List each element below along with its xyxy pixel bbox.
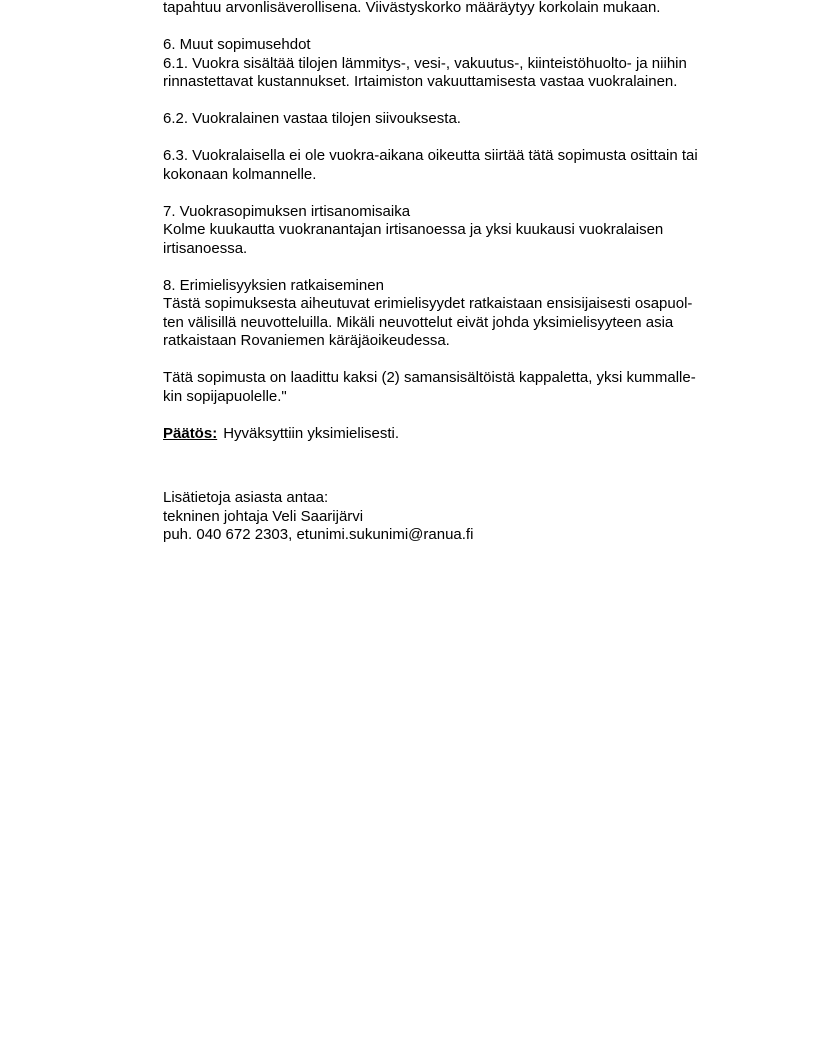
text-line: 6.3. Vuokralaisella ei ole vuokra-aikana oikeutta siirtää tätä sopimusta osittain tai xyxy=(163,147,698,164)
text-line: rinnastettavat kustannukset. Irtaimiston vakuuttamisesta vastaa vuokralainen. xyxy=(163,73,678,90)
text-line: kokonaan kolmannelle. xyxy=(163,165,317,183)
contact-block xyxy=(163,489,743,545)
text-line: tapahtuu arvonlisäverollisena. Viivästyskorko määräytyy korkolain mukaan. xyxy=(163,0,661,16)
text-line: Kolme kuukautta vuokranantajan irtisanoessa ja yksi kuukausi vuokralaisen xyxy=(163,221,664,238)
text-line: irtisanoessa. xyxy=(163,239,248,257)
document-page xyxy=(163,0,743,563)
section-6-2-paragraph xyxy=(163,110,743,129)
section-7-paragraph xyxy=(163,203,743,259)
section-6-heading-block xyxy=(163,36,743,92)
section-6-heading: 6. Muut sopimusehdot xyxy=(163,36,311,53)
section-6-3-paragraph xyxy=(163,147,743,184)
contact-intro: Lisätietoja asiasta antaa: xyxy=(163,489,329,506)
text-line: Tästä sopimuksesta aiheutuvat erimielisyydet ratkaistaan ensisijaisesti osapuol- xyxy=(163,295,693,312)
text-line: kin sopijapuolelle." xyxy=(163,387,287,405)
section-8-heading: 8. Erimielisyyksien ratkaiseminen xyxy=(163,276,384,294)
text-line: ten välisillä neuvotteluilla. Mikäli neuvottelut eivät johda yksimielisyyteen asia xyxy=(163,313,674,331)
contact-name: tekninen johtaja Veli Saarijärvi xyxy=(163,507,364,525)
text-line: 6.2. Vuokralainen vastaa tilojen siivouksesta. xyxy=(163,110,461,127)
decision-text: Hyväksyttiin yksimielisesti. xyxy=(223,424,400,442)
contact-details: puh. 040 672 2303, etunimi.sukunimi@ranua.fi xyxy=(163,526,474,543)
text-line: 6.1. Vuokra sisältää tilojen lämmitys-, vesi-, vakuutus-, kiinteistöhuolto- ja niihin xyxy=(163,54,687,72)
decision-block xyxy=(163,425,743,444)
section-8-paragraph xyxy=(163,277,743,351)
text-line: Tätä sopimusta on laadittu kaksi (2) samansisältöistä kappaletta, yksi kummalle- xyxy=(163,369,696,386)
decision-label: Päätös: xyxy=(163,424,218,442)
copies-paragraph xyxy=(163,369,743,406)
text-line: ratkaistaan Rovaniemen käräjäoikeudessa. xyxy=(163,332,450,349)
section-7-heading: 7. Vuokrasopimuksen irtisanomisaika xyxy=(163,202,411,220)
decision-line xyxy=(163,425,743,444)
intro-paragraph xyxy=(163,0,743,18)
